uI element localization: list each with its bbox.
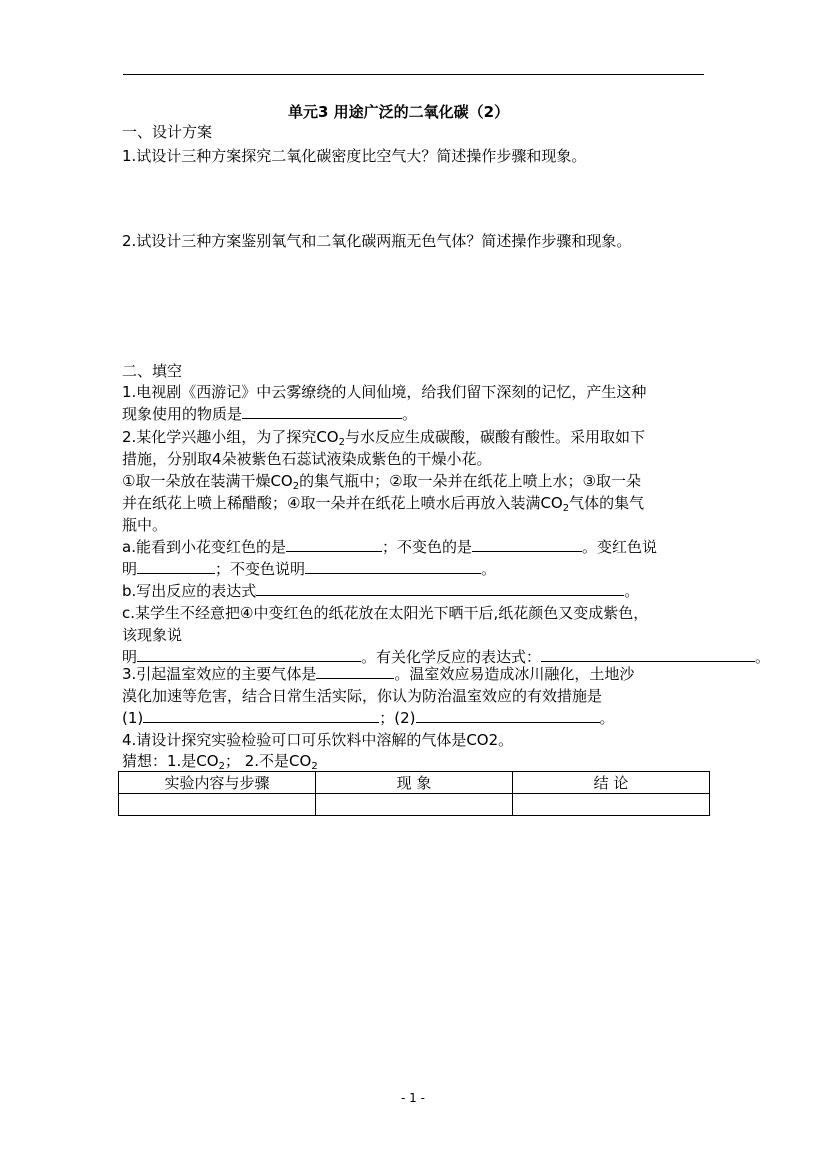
hypothesis-line: 猜想：1.是$CO_2$； 2.不是$CO_2$ bbox=[122, 752, 318, 772]
table-header-row bbox=[119, 772, 710, 794]
answer-blank[interactable] bbox=[256, 581, 624, 596]
fill-q2-line5: 瓶中。 bbox=[122, 516, 168, 534]
table-cell[interactable] bbox=[316, 794, 513, 816]
table-header-cell: 结 论 bbox=[513, 772, 710, 794]
fill-q3-line2: 漠化加速等危害，结合日常生活实际，你认为防治温室效应的有效措施是 bbox=[122, 687, 603, 705]
answer-blank[interactable] bbox=[286, 537, 382, 552]
fill-q4: 4.请设计探究实验检验可口可乐饮料中溶解的气体是CO2。 bbox=[122, 731, 514, 749]
table-row bbox=[119, 794, 710, 816]
fill-qa-line1: a.能看到小花变红色的是 ；不变色的是 。变红色说 bbox=[122, 538, 657, 556]
answer-blank[interactable] bbox=[472, 537, 582, 552]
table-header-cell: 现 象 bbox=[316, 772, 513, 794]
answer-blank[interactable] bbox=[242, 404, 402, 419]
answer-blank[interactable] bbox=[305, 559, 481, 574]
answer-blank[interactable] bbox=[416, 708, 600, 723]
fill-qb: b.写出反应的表达式 。 bbox=[122, 582, 640, 600]
table-cell[interactable] bbox=[513, 794, 710, 816]
section1-heading: 一、设计方案 bbox=[122, 123, 213, 141]
fill-q2-line3: ①取一朵放在装满干燥$CO_2$的集气瓶中；②取一朵并在纸花上喷上水；③取一朵 bbox=[122, 472, 642, 492]
answer-blank[interactable] bbox=[137, 647, 361, 662]
fill-qa-line2: 明 ；不变色说明 。 bbox=[122, 560, 497, 578]
answer-blank[interactable] bbox=[541, 647, 755, 662]
section1-q1: 1.试设计三种方案探究二氧化碳密度比空气大？简述操作步骤和现象。 bbox=[122, 147, 587, 165]
answer-blank[interactable] bbox=[137, 559, 215, 574]
page-number: - 1 - bbox=[401, 1091, 425, 1105]
page-title: 单元3 用途广泛的二氧化碳（2） bbox=[288, 103, 510, 121]
fill-qc-line1: c.某学生不经意把④中变红色的纸花放在太阳光下晒干后,纸花颜色又变成紫色， bbox=[122, 604, 649, 622]
fill-q1-line2: 现象使用的物质是 。 bbox=[122, 405, 418, 423]
fill-q3-line1: 3.引起温室效应的主要气体是 。温室效应易造成冰川融化，土地沙 bbox=[122, 665, 635, 683]
fill-q2-line4: 并在纸花上喷上稀醋酸；④取一朵并在纸花上喷水后再放入装满$CO_2$气体的集气 bbox=[122, 494, 645, 514]
fill-q1-line1: 1.电视剧《西游记》中云雾缭绕的人间仙境，给我们留下深刻的记忆，产生这种 bbox=[122, 383, 647, 401]
fill-q2-line2: 措施，分别取4朵被紫色石蕊试液染成紫色的干燥小花。 bbox=[122, 450, 492, 468]
fill-q2-line1: 2.某化学兴趣小组，为了探究$CO_2$与水反应生成碳酸，碳酸有酸性。采用取如下 bbox=[122, 428, 645, 448]
section1-q2: 2.试设计三种方案鉴别氧气和二氧化碳两瓶无色气体？简述操作步骤和现象。 bbox=[122, 232, 632, 250]
section2-heading: 二、填空 bbox=[122, 362, 183, 380]
fill-q3-line3: (1) ；(2) 。 bbox=[122, 709, 615, 727]
experiment-table bbox=[118, 771, 710, 816]
header-rule bbox=[123, 74, 704, 75]
table-cell[interactable] bbox=[119, 794, 316, 816]
fill-qc-line3: 明 。有关化学反应的表达式： 。 bbox=[122, 648, 771, 666]
table-header-cell: 实验内容与步骤 bbox=[119, 772, 316, 794]
answer-blank[interactable] bbox=[316, 664, 394, 679]
answer-blank[interactable] bbox=[143, 708, 379, 723]
fill-qc-line2: 该现象说 bbox=[122, 626, 183, 644]
